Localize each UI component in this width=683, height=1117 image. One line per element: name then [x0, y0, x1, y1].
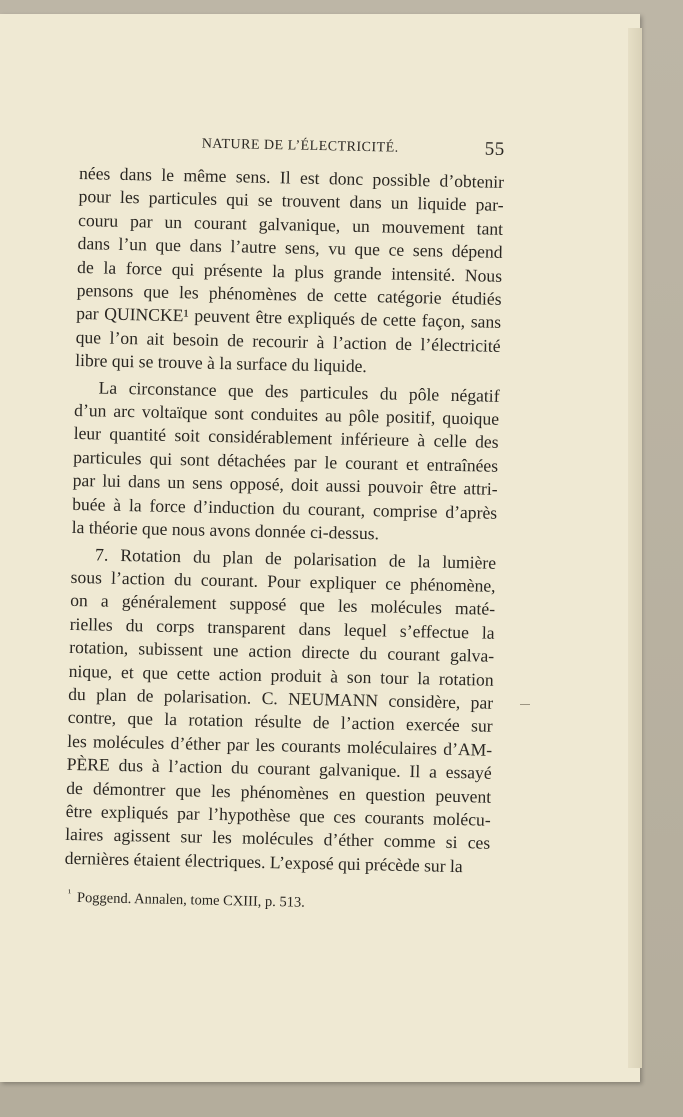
paragraph-1 — [75, 162, 504, 382]
paragraph-2 — [71, 376, 499, 549]
text-line: dans l’un que dans l’autre sens, vu que ce sens dépend — [77, 233, 503, 263]
text-line: dernières étaient électriques. L’exposé qui précède sur la — [64, 847, 463, 876]
text-line: libre qui se trouve à la surface du liquide. — [75, 350, 368, 377]
text-line: que l’on ait besoin de recourir à l’action de l’électricité — [75, 326, 501, 356]
text-line: La circonstance que des particules du pôle négatif — [98, 377, 500, 406]
footnote-text: Poggend. Annalen, tome CXIII, p. 513. — [76, 890, 306, 911]
text-line: les molécules d’éther par les courants moléculaires d’AM- — [67, 730, 493, 760]
page-edge — [628, 28, 642, 1068]
text-line: nées dans le même sens. Il est donc possible d’obtenir — [78, 162, 505, 192]
text-line: la théorie que nous avons donnée ci-dessus. — [71, 517, 380, 544]
text-line: buée à la force d’induction du courant, comprise d’après — [72, 493, 498, 523]
text-line: par lui dans un sens opposé, doit aussi pouvoir être attri- — [72, 470, 498, 500]
text-line: être expliqués par l’hypothèse que ces courants molécu- — [65, 800, 491, 830]
text-line: on a généralement supposé que les molécules maté- — [69, 590, 496, 620]
footnote-mark: ¹ — [67, 888, 72, 900]
text-line: rotation, subissent une action directe du courant galva- — [69, 637, 495, 666]
text-line: contre, que la rotation résulte de l’action exercée sur — [67, 707, 493, 737]
page-number: 55 — [484, 138, 505, 160]
text-line: particules qui sont détachées par le courant et entraînées — [72, 446, 499, 476]
paper-mark — [520, 704, 530, 705]
text-line: nique, et que cette action produit à son tour la rotation — [68, 660, 494, 690]
text-line: par QUINCKE¹ peuvent être expliqués de cette façon, sans — [75, 303, 502, 333]
text-line: sous l’action du courant. Pour expliquer ce phénomène, — [70, 566, 496, 596]
text-line: rielles du corps transparent dans lequel s’effectue la — [69, 613, 495, 643]
text-line: pensons que les phénomènes de cette catégorie étudiés — [76, 279, 502, 309]
text-line: PÈRE dus à l’action du courant galvanique. Il a essayé — [66, 754, 492, 783]
paragraph-3 — [65, 542, 497, 879]
text-line: de la force qui présente la plus grande intensité. Nous — [76, 256, 503, 286]
running-head-title: NATURE DE L’ÉLECTRICITÉ. — [201, 136, 399, 156]
page-text — [64, 132, 505, 916]
text-line: laires agissent sur les molécules d’éther comme si ces — [65, 824, 491, 854]
text-line: couru par un courant galvanique, un mouvement tant — [77, 209, 504, 239]
text-line: pour les particules qui se trouvent dans un liquide par- — [78, 186, 504, 216]
text-line: 7. Rotation du plan de polarisation de la lumière — [94, 543, 497, 573]
text-line: leur quantité soit considérablement inférieure à celle des — [73, 423, 499, 453]
text-line: d’un arc voltaïque sont conduites au pôle positif, quoique — [73, 400, 500, 429]
text-line: du plan de polarisation. C. NEUMANN considère, par — [68, 683, 494, 713]
text-line: de démontrer que les phénomènes en question peuvent — [66, 777, 492, 807]
